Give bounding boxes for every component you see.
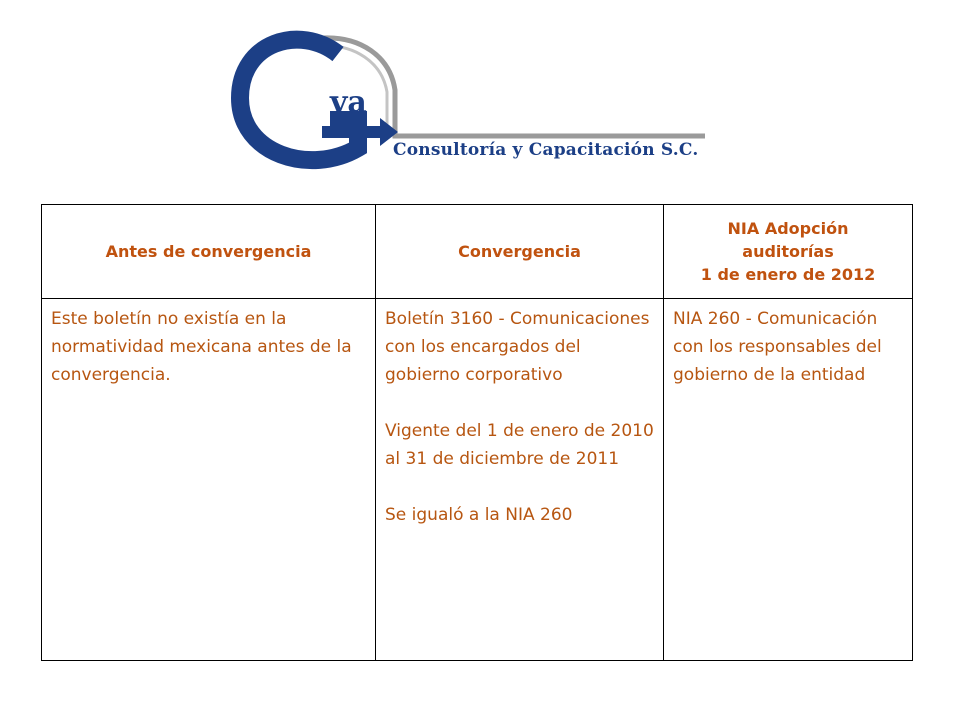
header-line: 1 de enero de 2012 [700,265,876,284]
header-line: auditorías [742,242,834,261]
header-line: Convergencia [458,242,581,261]
company-name: Consultoría y Capacitación S.C. [393,140,699,160]
table-row [42,299,913,661]
cell-text: Este boletín no existía en la normatividad mexicana antes de la convergencia. [51,309,352,385]
logo-initials: va [330,85,367,120]
cell-text: NIA 260 - Comunicación con los responsables del gobierno de la entidad [673,309,882,385]
cell-nia [664,299,913,661]
cell-text: Boletín 3160 - Comunicaciones con los encargados del gobierno corporativo [385,309,650,385]
cell-text: Se igualó a la NIA 260 [385,505,573,525]
header-line: NIA Adopción [727,219,849,238]
header-line: Antes de convergencia [105,242,312,261]
table-header-row [42,205,913,299]
cell-convergencia [376,299,664,661]
cell-text: Vigente del 1 de enero de 2010 al 31 de diciembre de 2011 [385,421,654,469]
header-convergencia [376,205,664,299]
convergence-table [41,204,913,661]
header-antes [42,205,376,299]
cell-antes [42,299,376,661]
header-nia-adopcion [664,205,913,299]
